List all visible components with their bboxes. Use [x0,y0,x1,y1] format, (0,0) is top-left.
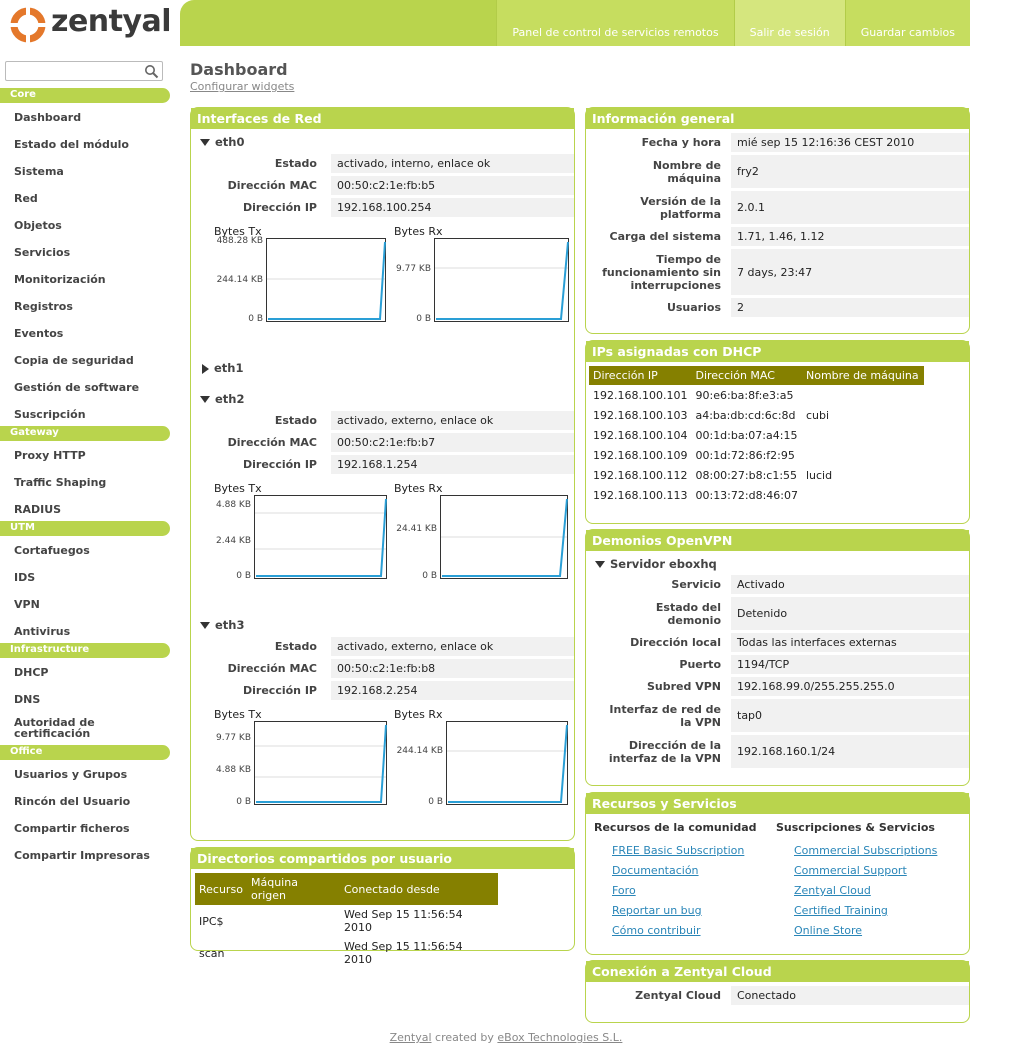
subscriptions-title: Suscripciones & Servicios [776,821,935,834]
vpn-value: 192.168.99.0/255.255.255.0 [731,677,969,696]
cell [247,905,340,937]
value-ip: 192.168.1.254 [331,455,574,474]
cell: Wed Sep 15 11:56:54 2010 [344,908,463,934]
cell: 90:e6:ba:8f:e3:a5 [695,388,794,402]
link-free-subscription[interactable]: FREE Basic Subscription [612,844,745,857]
vpn-value: Activado [731,575,969,594]
tx-tick: 0 B [236,571,251,581]
label-mac: Dirección MAC [227,662,317,675]
openvpn-info-table [586,572,969,771]
tx-label: Bytes Tx [214,225,262,238]
value-estado: activado, externo, enlace ok [331,637,574,656]
shared-dirs-table [195,873,498,969]
configure-widgets-link[interactable]: Configurar widgets [190,80,295,93]
tx-label: Bytes Tx [214,482,262,495]
widget-title: Conexión a Zentyal Cloud [586,961,969,982]
iface-eth2-graphs [191,478,574,588]
cell: 00:13:72:d8:46:07 [695,488,798,502]
dhcp-leases-widget [585,340,970,524]
col-header: Conectado desde [340,873,498,905]
cell: Wed Sep 15 11:56:54 2010 [344,940,463,966]
iface-name: eth3 [215,618,245,632]
cloud-status: Conectado [731,986,969,1005]
tx-tick: 488.28 KB [216,236,263,246]
expand-triangle-icon [202,364,209,374]
cell: 08:00:27:b8:c1:55 [695,468,798,482]
sidebar-item-users-groups[interactable]: Usuarios y Grupos [14,768,128,781]
general-info-table [586,130,969,320]
rx-tick: 24.41 KB [396,524,437,534]
subscription-links [794,841,937,941]
col-header: Recurso [195,873,247,905]
vpn-label: Subred VPN [647,680,721,693]
cell: 192.168.100.101 [593,388,688,402]
tx-tick: 4.88 KB [216,500,251,510]
collapse-triangle-icon [200,396,210,403]
label-mac: Dirección MAC [227,179,317,192]
iface-eth0-info [191,151,574,220]
zentyal-logo[interactable] [0,0,180,46]
iface-eth3-info [191,634,574,703]
info-value: 1.71, 1.46, 1.12 [731,227,969,246]
link-online-store[interactable]: Online Store [794,924,863,937]
rx-tick: 0 B [422,571,437,581]
widget-title: Demonios OpenVPN [586,530,969,551]
community-title: Recursos de la comunidad [594,821,757,834]
sidebar-item-ca[interactable]: Autoridad de certificación [14,716,95,740]
sidebar [0,88,170,868]
tx-tick: 9.77 KB [216,733,251,743]
cell [802,445,924,465]
cell [247,937,340,969]
zentyal-ring-icon [9,6,47,44]
cell [802,425,924,445]
iface-eth0-graphs [191,221,574,331]
table-row [195,905,498,937]
link-forum[interactable]: Foro [612,884,636,897]
label-mac: Dirección MAC [227,436,317,449]
sidebar-item-system[interactable]: Sistema [14,165,64,178]
link-documentation[interactable]: Documentación [612,864,699,877]
widget-title: Información general [586,108,969,129]
value-ip: 192.168.100.254 [331,198,574,217]
widget-title: Interfaces de Red [191,108,574,129]
tx-graph [254,721,387,805]
table-row [589,465,924,485]
sidebar-item-software[interactable]: Gestión de software [14,381,140,394]
link-zentyal-cloud[interactable]: Zentyal Cloud [794,884,871,897]
sidebar-item-services[interactable]: Servicios [14,246,71,259]
value-estado: activado, externo, enlace ok [331,411,574,430]
label-ip: Dirección IP [243,458,317,471]
info-value: 2.0.1 [731,191,969,224]
link-report-bug[interactable]: Reportar un bug [612,904,702,917]
rx-tick: 0 B [416,314,431,324]
rx-label: Bytes Rx [394,225,443,238]
tx-tick: 4.88 KB [216,765,251,775]
iface-eth2-info [191,408,574,477]
value-estado: activado, interno, enlace ok [331,154,574,173]
server-name: Servidor eboxhq [610,557,717,571]
value-mac: 00:50:c2:1e:fb:b5 [331,176,574,195]
widget-title: Directorios compartidos por usuario [191,848,574,869]
cell: a4:ba:db:cd:6c:8d [695,408,796,422]
link-certified-training[interactable]: Certified Training [794,904,888,917]
info-label: Usuarios [666,301,721,314]
cloud-label: Zentyal Cloud [635,989,721,1002]
iface-eth3-toggle[interactable] [200,618,245,632]
iface-name: eth0 [215,135,245,149]
cloud-info-table [586,983,969,1008]
label-ip: Dirección IP [243,684,317,697]
iface-name: eth2 [215,392,245,406]
community-links [612,841,744,941]
cell: 192.168.100.104 [593,428,688,442]
rx-graph [434,238,569,322]
general-info-widget [585,107,970,334]
vpn-value: tap0 [731,699,969,732]
info-label: Carga del sistema [609,230,721,243]
footer-brand-link[interactable]: Zentyal [389,1031,432,1044]
search-input[interactable] [5,61,163,81]
openvpn-widget [585,529,970,786]
info-label: Versión de la platforma [640,194,721,221]
sidebar-section-office: Office [0,745,170,760]
sidebar-section-utm: UTM [0,521,170,536]
tx-graph [254,495,387,579]
cell: lucid [805,468,833,482]
sidebar-item-subscription[interactable]: Suscripción [14,408,86,421]
iface-eth1-toggle[interactable] [202,361,244,375]
iface-eth3-graphs [191,704,574,814]
sidebar-item-monitoring[interactable]: Monitorización [14,273,106,286]
rx-tick: 244.14 KB [396,746,443,756]
vpn-value: 192.168.160.1/24 [731,735,969,768]
table-row [589,485,924,505]
vpn-label: Estado del demonio [655,600,721,627]
table-row [195,937,498,969]
save-changes-link[interactable]: Guardar cambios [845,0,970,46]
col-header: Máquina origen [247,873,340,905]
widget-title: IPs asignadas con DHCP [586,341,969,362]
tx-label: Bytes Tx [214,708,262,721]
sidebar-item-antivirus[interactable]: Antivirus [14,625,71,638]
dhcp-table [589,366,924,505]
iface-eth2-toggle[interactable] [200,392,245,406]
sidebar-item-objects[interactable]: Objetos [14,219,62,232]
cell [802,385,924,405]
info-label: Fecha y hora [641,136,721,149]
link-commercial-support[interactable]: Commercial Support [794,864,907,877]
sidebar-item-logs[interactable]: Registros [14,300,73,313]
sidebar-item-module-status[interactable]: Estado del módulo [14,138,129,151]
rx-graph [446,721,568,805]
tx-tick: 0 B [248,314,263,324]
vpn-value: 1194/TCP [731,655,969,674]
value-ip: 192.168.2.254 [331,681,574,700]
sidebar-item-file-sharing[interactable]: Compartir ficheros [14,822,130,835]
network-interfaces-widget [190,107,575,841]
remote-panel-link[interactable]: Panel de control de servicios remotos [496,0,733,46]
top-bar [180,0,970,46]
cell [802,485,924,505]
tx-tick: 0 B [236,797,251,807]
label-estado: Estado [274,157,317,170]
sidebar-item-user-corner[interactable]: Rincón del Usuario [14,795,131,808]
cloud-connection-widget [585,960,970,1023]
sidebar-item-firewall[interactable]: Cortafuegos [14,544,90,557]
cell: 00:1d:72:86:f2:95 [695,448,795,462]
sidebar-item-traffic-shaping[interactable]: Traffic Shaping [14,476,107,489]
info-value: 7 days, 23:47 [731,249,969,295]
col-header: Dirección MAC [691,366,802,385]
sidebar-section-gateway: Gateway [0,426,170,441]
link-contribute[interactable]: Cómo contribuir [612,924,701,937]
vpn-value: Detenido [731,597,969,630]
iface-name: eth1 [214,361,244,375]
info-value: 2 [731,298,969,317]
collapse-triangle-icon [595,561,605,568]
sidebar-item-printer-sharing[interactable]: Compartir Impresoras [14,849,150,862]
link-commercial-subscriptions[interactable]: Commercial Subscriptions [794,844,938,857]
vpn-value: Todas las interfaces externas [731,633,969,652]
collapse-triangle-icon [200,139,210,146]
footer-company-link[interactable]: eBox Technologies S.L. [497,1031,623,1044]
sidebar-item-dhcp[interactable]: DHCP [14,666,49,679]
sidebar-item-backup[interactable]: Copia de seguridad [14,354,134,367]
cell: IPC$ [199,914,224,928]
cell: 192.168.100.103 [593,408,688,422]
value-mac: 00:50:c2:1e:fb:b8 [331,659,574,678]
col-header: Nombre de máquina [802,366,924,385]
info-label: Nombre de máquina [652,158,721,185]
resources-widget [585,792,970,955]
sidebar-item-vpn[interactable]: VPN [14,598,40,611]
cell: scan [199,946,225,960]
label-ip: Dirección IP [243,201,317,214]
info-value: fry2 [731,155,969,188]
rx-tick: 9.77 KB [396,264,431,274]
vpn-label: Puerto [679,658,721,671]
sidebar-item-dns[interactable]: DNS [14,693,41,706]
info-value: mié sep 15 12:16:36 CEST 2010 [731,133,969,152]
rx-graph [440,495,568,579]
widget-title: Recursos y Servicios [586,793,969,814]
rx-label: Bytes Rx [394,708,443,721]
label-estado: Estado [274,640,317,653]
vpn-label: Servicio [671,578,721,591]
iface-eth0-toggle[interactable] [200,135,245,149]
rx-tick: 0 B [428,797,443,807]
cell: 192.168.100.113 [593,488,688,502]
cell: 192.168.100.109 [593,448,688,462]
sidebar-section-infrastructure: Infrastructure [0,643,170,658]
sidebar-item-ids[interactable]: IDS [14,571,36,584]
vpn-label: Interfaz de red de la VPN [609,702,721,729]
page-title: Dashboard [190,60,288,79]
table-row [589,405,924,425]
sidebar-section-core: Core [0,88,170,103]
label-estado: Estado [274,414,317,427]
cell: cubi [805,408,830,422]
shared-dirs-widget [190,847,575,966]
sidebar-item-network[interactable]: Red [14,192,38,205]
footer-text: created by [435,1031,494,1044]
tx-tick: 2.44 KB [216,536,251,546]
sidebar-item-proxy[interactable]: Proxy HTTP [14,449,86,462]
info-label: Tiempo de funcionamiento sin interrupciones [602,252,721,292]
cell: 192.168.100.112 [593,468,688,482]
sidebar-item-events[interactable]: Eventos [14,327,64,340]
collapse-triangle-icon [200,622,210,629]
rx-label: Bytes Rx [394,482,443,495]
sidebar-item-dashboard[interactable]: Dashboard [14,111,82,124]
search-icon[interactable] [144,64,159,79]
top-nav [496,0,970,46]
vpn-label: Dirección de la interfaz de la VPN [608,738,721,765]
tx-graph [266,238,386,322]
logout-link[interactable]: Salir de sesión [734,0,845,46]
tx-tick: 244.14 KB [216,275,263,285]
col-header: Dirección IP [589,366,691,385]
cell: 00:1d:ba:07:a4:15 [695,428,798,442]
vpn-label: Dirección local [630,636,721,649]
openvpn-server-toggle[interactable] [595,557,717,571]
value-mac: 00:50:c2:1e:fb:b7 [331,433,574,452]
brand-name: zentyal [51,4,172,39]
table-row [589,385,924,405]
table-row [589,445,924,465]
sidebar-item-radius[interactable]: RADIUS [14,503,62,516]
table-row [589,425,924,445]
footer [0,1031,1012,1044]
